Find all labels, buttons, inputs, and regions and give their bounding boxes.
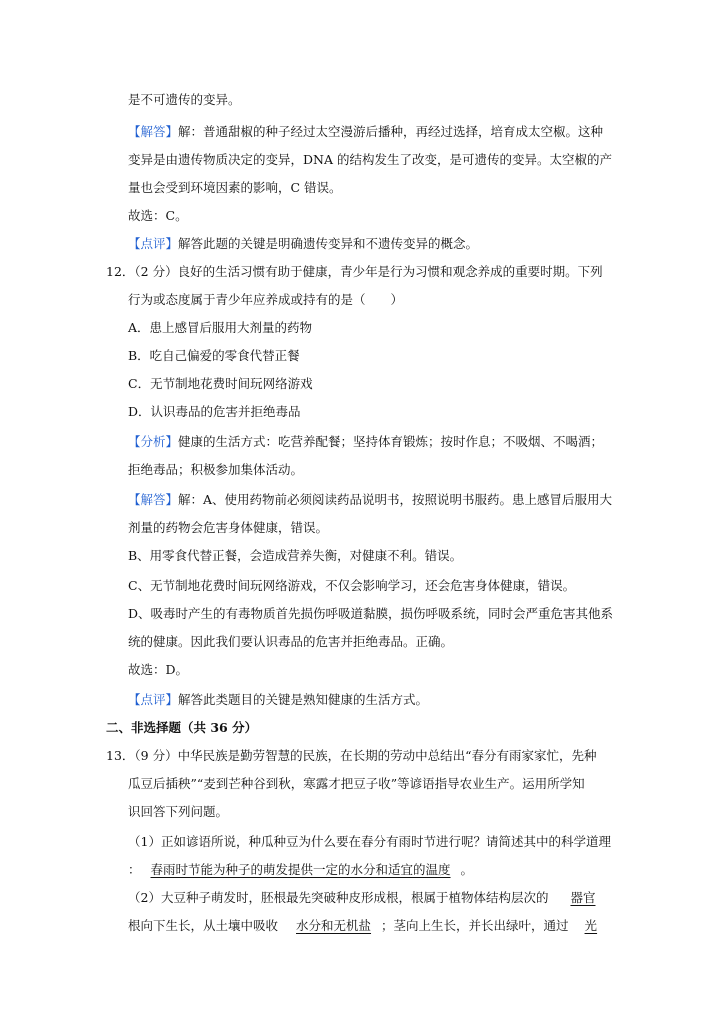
answer-tag: 【解答】 — [128, 492, 179, 507]
text-line — [128, 92, 241, 108]
option-text: A．患上感冒后服用大剂量的药物 — [128, 320, 313, 335]
text-line — [128, 804, 228, 820]
question-text: 根向下生长，从土壤中吸收 — [128, 918, 279, 933]
text-span: 解答此类题目的关键是熟知健康的生活方式。 — [178, 692, 429, 707]
fill-answer — [556, 890, 599, 905]
text-line — [128, 520, 328, 536]
answer-paragraph — [128, 124, 603, 140]
text-span: ： — [128, 862, 141, 877]
text-span: B、用零食代替正餐，会造成营养失衡，对健康不利。错误。 — [128, 548, 463, 563]
text-line — [128, 634, 453, 650]
text-line — [128, 918, 597, 934]
answer-text: 光 — [584, 918, 598, 933]
text-span: 是不可遗传的变异。 — [128, 92, 241, 107]
text-span: 解：A、使用药物前必须阅读药品说明书，按照说明书服药。患上感冒后服用大 — [178, 492, 613, 507]
subquestion-1 — [128, 834, 611, 850]
text-span: 解：普通甜椒的种子经过太空漫游后播种，再经过选择，培育成太空椒。这种 — [178, 124, 604, 139]
comment-paragraph — [128, 692, 428, 708]
text-line — [128, 578, 575, 594]
text-line — [128, 208, 188, 224]
text-line — [128, 776, 585, 792]
option-c — [128, 376, 313, 392]
question-text: （2 分）良好的生活习惯有助于健康，青少年是行为习惯和观念养成的重要时期。下列 — [134, 264, 603, 279]
question-text: 识回答下列问题。 — [128, 804, 229, 819]
question-text: 瓜豆后插秧”“麦到芒种谷到秋，寒露才把豆子收”等谚语指导农业生产。运用所学知 — [128, 776, 585, 791]
fill-answer — [141, 862, 461, 877]
text-span: 解答此题的关键是明确遗传变异和不遗传变异的概念。 — [178, 236, 479, 251]
text-span: 剂量的药物会危害身体健康，错误。 — [128, 520, 329, 535]
subquestion-1-answer-line — [128, 862, 473, 878]
analysis-paragraph — [128, 434, 603, 450]
text-line — [128, 662, 188, 678]
analysis-tag: 【分析】 — [128, 434, 179, 449]
text-line — [128, 152, 612, 168]
text-line — [128, 292, 403, 308]
answer-text: 器官 — [570, 890, 596, 905]
text-span: 。 — [460, 862, 474, 877]
option-b — [128, 348, 300, 364]
text-line — [128, 548, 462, 564]
text-span: 拒绝毒品；积极参加集体活动。 — [128, 462, 304, 477]
comment-tag: 【点评】 — [128, 236, 179, 251]
text-line — [128, 462, 303, 478]
question-text: ；茎向上生长，并长出绿叶，通过 — [381, 918, 569, 933]
fill-answer — [575, 918, 598, 933]
text-span: 变异是由遗传物质决定的变异，DNA 的结构发生了改变，是可遗传的变异。太空椒的产 — [128, 152, 612, 167]
question-12 — [106, 264, 603, 280]
text-line — [128, 180, 342, 196]
section-heading — [106, 720, 257, 736]
question-number: 13． — [106, 748, 135, 763]
question-text: （2）大豆种子萌发时，胚根最先突破种皮形成根，根属于植物体结构层次的 — [128, 890, 549, 905]
comment-paragraph — [128, 236, 478, 252]
text-span: 健康的生活方式：吃营养配餐；坚持体育锻炼；按时作息；不吸烟、不喝酒； — [178, 434, 604, 449]
subquestion-2 — [128, 890, 599, 906]
section-title: 二、非选择题（共 36 分） — [106, 720, 258, 735]
option-text: D．认识毒品的危害并拒绝毒品 — [128, 404, 301, 419]
answer-tag: 【解答】 — [128, 124, 179, 139]
answer-text: 水分和无机盐 — [296, 918, 372, 933]
text-span: 故选：C。 — [128, 208, 188, 223]
option-a — [128, 320, 312, 336]
question-text: （1）正如谚语所说，种瓜种豆为什么要在春分有雨时节进行呢？请简述其中的科学道理 — [128, 834, 611, 849]
question-13 — [106, 748, 596, 764]
text-span: 故选：D。 — [128, 662, 189, 677]
text-line — [128, 606, 613, 622]
text-span: C、无节制地花费时间玩网络游戏，不仅会影响学习，还会危害身体健康，错误。 — [128, 578, 576, 593]
comment-tag: 【点评】 — [128, 692, 179, 707]
option-text: B．吃自己偏爱的零食代替正餐 — [128, 348, 300, 363]
option-d — [128, 404, 301, 420]
option-text: C．无节制地花费时间玩网络游戏 — [128, 376, 313, 391]
text-span: 统的健康。因此我们要认识毒品的危害并拒绝毒品。正确。 — [128, 634, 454, 649]
question-text: 行为或态度属于青少年应养成或持有的是（ ） — [128, 292, 404, 307]
text-span: D、吸毒时产生的有毒物质首先损伤呼吸道黏膜，损伤呼吸系统，同时会严重危害其他系 — [128, 606, 614, 621]
answer-paragraph — [128, 492, 612, 508]
question-number: 12． — [106, 264, 135, 279]
text-span: 量也会受到环境因素的影响，C 错误。 — [128, 180, 342, 195]
answer-text: 春雨时节能为种子的萌发提供一定的水分和适宜的温度 — [150, 862, 451, 877]
fill-answer — [284, 918, 381, 933]
question-text: （9 分）中华民族是勤劳智慧的民族，在长期的劳动中总结出“春分有雨家家忙，先种 — [134, 748, 597, 763]
